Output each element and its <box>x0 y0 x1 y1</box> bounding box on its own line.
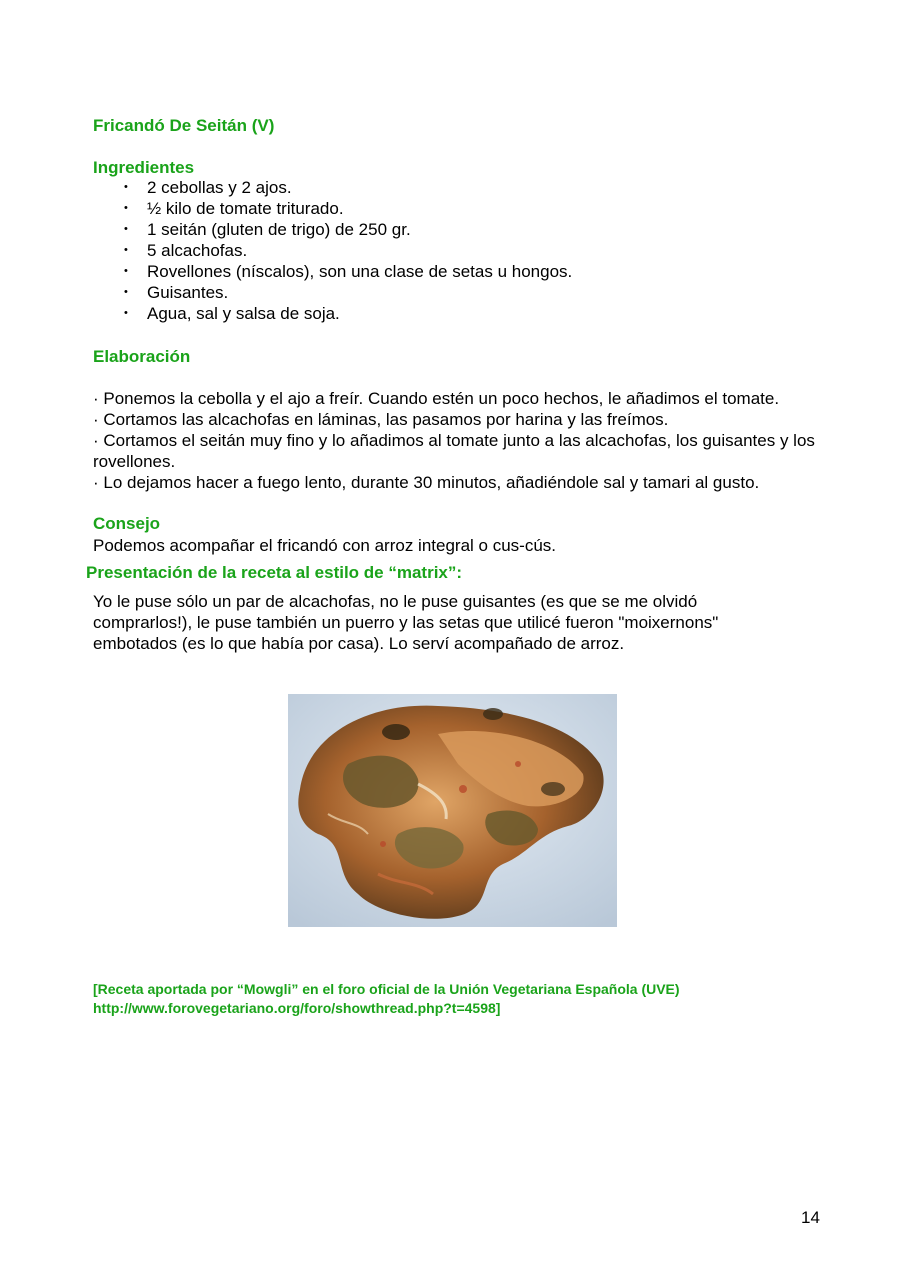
step-paragraph: · Lo dejamos hacer a fuego lento, durante 30 minutos, añadiéndole sal y tamari al gusto. <box>93 473 760 492</box>
elaboration-heading: Elaboración <box>93 347 191 366</box>
credit-url[interactable]: http://www.forovegetariano.org/foro/showthread.php?t=4598] <box>93 1000 501 1016</box>
bullet-icon: • <box>124 202 128 214</box>
step-paragraph: · Ponemos la cebolla y el ajo a freír. Cuando estén un poco hechos, le añadimos el tomate. <box>93 389 780 408</box>
tip-heading: Consejo <box>93 514 161 533</box>
recipe-credit <box>93 980 680 1018</box>
list-item: • Rovellones (níscalos), son una clase de setas u hongos. <box>124 262 573 281</box>
list-item: • 1 seitán (gluten de trigo) de 250 gr. <box>124 220 411 239</box>
ingredients-list <box>124 177 572 324</box>
list-item: • Agua, sal y salsa de soja. <box>124 304 340 323</box>
step-paragraph: · Cortamos el seitán muy fino y lo añadimos al tomate junto a las alcachofas, los guisantes y los rovellones. <box>93 431 815 471</box>
step-paragraph: · Cortamos las alcachofas en láminas, las pasamos por harina y las freímos. <box>93 410 669 429</box>
elaboration-steps <box>93 388 823 493</box>
list-item: • 2 cebollas y 2 ajos. <box>124 178 292 197</box>
recipe-title: Fricandó De Seitán (V) <box>93 116 275 135</box>
list-item: • ½ kilo de tomate triturado. <box>124 199 344 218</box>
bullet-icon: • <box>124 286 128 298</box>
credit-line: [Receta aportada por “Mowgli” en el foro oficial de la Unión Vegetariana Española (UVE) <box>93 981 680 997</box>
ingredients-heading: Ingredientes <box>93 158 195 177</box>
dish-photo <box>288 694 617 927</box>
bullet-icon: • <box>124 265 128 277</box>
presentation-text: Yo le puse sólo un par de alcachofas, no le puse guisantes (es que se me olvidó comprarlos!), le puse también un puerro y las setas que utilicé fueron "moixernons" embotados (es lo que había por casa). Lo serví acompañado de arroz. <box>93 592 719 653</box>
bullet-icon: • <box>124 307 128 319</box>
tip-text: Podemos acompañar el fricandó con arroz integral o cus-cús. <box>93 536 557 555</box>
bullet-icon: • <box>124 181 128 193</box>
list-item: • Guisantes. <box>124 283 229 302</box>
presentation-heading: Presentación de la receta al estilo de “matrix”: <box>86 563 463 582</box>
bullet-icon: • <box>124 223 128 235</box>
page-number: 14 <box>801 1208 820 1227</box>
bullet-icon: • <box>124 244 128 256</box>
list-item: • 5 alcachofas. <box>124 241 248 260</box>
